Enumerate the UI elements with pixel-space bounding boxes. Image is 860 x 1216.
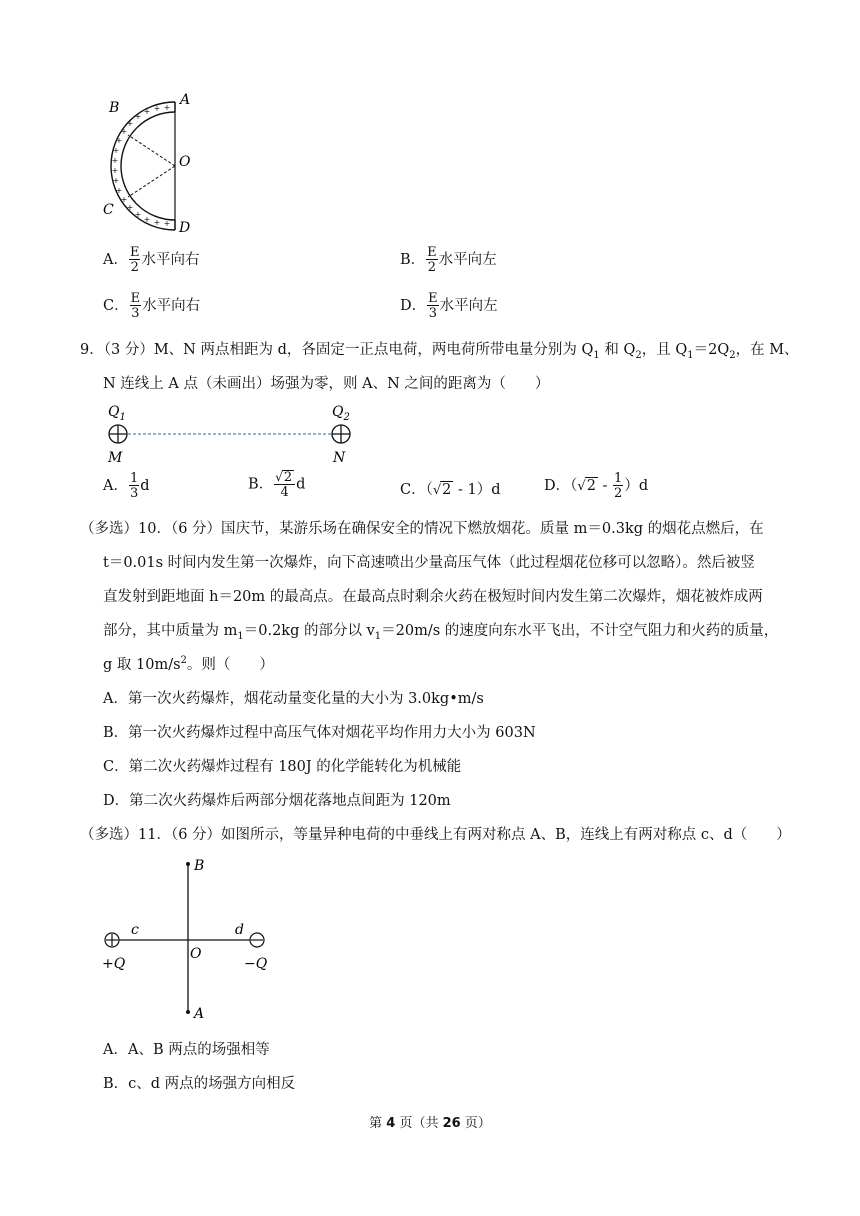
label-c: c [131,922,139,938]
fraction: $\frac{√2}{4}$ [274,470,295,499]
option-text: - 1）d [453,482,501,498]
svg-text:+: + [112,176,120,185]
svg-text:+: + [153,104,161,113]
svg-text:+: + [120,127,128,136]
q9-charges-figure [100,398,370,468]
label-A: A [180,92,191,108]
page-footer [0,1112,860,1131]
option-text: 水平向左 [438,252,497,268]
svg-text:+: + [143,107,151,116]
label-B: B [109,100,120,116]
q8-option-b[interactable] [400,246,497,274]
svg-text:+: + [126,203,134,212]
numerator: E [129,245,140,260]
page-number: 4 [386,1116,396,1131]
svg-text:+: + [163,103,171,112]
label-q1: Q [108,404,120,420]
denominator: 3 [428,306,438,321]
question-score: （3 分） [103,342,154,358]
q10-stem-line1 [80,517,764,538]
q9-stem-line1: 9．（3 分）M、N 两点相距为 d，各固定一正点电荷，两电荷所带电量分别为 $Q_1$ 和 $Q_2$，且 $Q_1=2Q_2$，在 M、 [80,342,799,361]
stem-text: 如图所示，等量异种电荷的中垂线上有两对称点 A、B，连线上有两对称点 c、d（ ） [221,827,791,843]
label-B: B [194,858,205,874]
q11-stem [80,823,791,844]
label-A: A [194,1006,205,1022]
svg-text:Q2: $Q_2$ [332,404,350,423]
q11-dipole-figure [98,852,278,1027]
stem-text: 部分，其中质量为 m [103,623,238,639]
denominator: 2 [614,486,623,501]
radicand: 2 [586,478,596,494]
denominator: 4 [274,484,295,499]
footer-text: 页（共 [395,1116,443,1131]
svg-text:+: + [112,146,120,155]
svg-text:+: + [111,156,119,165]
denominator: 2 [427,260,437,275]
numerator: 1 [614,471,623,486]
stem-text: M、N 两点相距为 d，各固定一正点电荷，两电荷所带电量分别为 Q [153,342,594,358]
q8-option-d[interactable] [400,292,498,320]
option-text: d [296,476,306,493]
label-O: O [179,154,191,170]
footer-text: 页） [460,1116,491,1131]
q8-semicircle-figure [95,88,205,236]
denominator: 2 [130,260,139,275]
q9-option-d[interactable]: D．（√2 - $\frac{1}{2}$ ）d [544,471,649,501]
q9-option-b[interactable] [248,470,305,499]
option-text: - [597,478,613,494]
fraction [129,472,139,500]
svg-text:+: + [134,210,142,219]
stem-text: 国庆节，某游乐场在确保安全的情况下燃放烟花。质量 m＝0.3kg 的烟花点燃后，在 [221,521,764,537]
fraction [426,246,438,274]
stem-text: ，在 M、 [735,342,799,358]
option-text: d [140,478,150,494]
numerator: E [427,245,437,260]
q10-stem-line4: 部分，其中质量为 $m_1=0.2kg$ 的部分以 $v_1=20m/s$ 的速度向东水平飞出，不计空气阻力和火药的质量， [103,623,779,642]
svg-text:+: + [120,195,128,204]
question-prefix: （多选）11．（6 分） [80,827,222,843]
question-prefix: （多选）10．（6 分） [80,521,222,537]
q9-stem-line2: N 连线上 A 点（未画出）场强为零，则 A、N 之间的距离为（ ） [103,376,550,392]
q10-stem-line3: 直发射到距地面 h＝20m 的最高点。在最高点时剩余火药在极短时间内发生第二次爆炸，烟花被炸成两 [103,589,763,605]
numerator: 1 [129,471,139,486]
option-letter: C． [103,298,129,314]
stem-text: ＝20m/s 的速度向东水平飞出，不计空气阻力和火药的质量， [381,623,779,639]
stem-text: ，且 Q [641,342,688,358]
option-text: 水平向右 [142,298,201,314]
label-minus-q: −Q [244,956,268,972]
svg-text:+: + [111,166,119,175]
q10-stem-line5: g 取 $10m/s^2$。则（ ） [103,655,274,673]
option-letter: D． [400,298,427,314]
stem-text: g 取 10m/s [103,657,181,673]
stem-text: 和 Q [599,342,636,358]
option-text: 水平向右 [141,252,200,268]
q9-option-c[interactable]: C．（√2 - 1）d [400,482,501,498]
option-text: 水平向左 [439,298,498,314]
q9-option-a[interactable] [103,472,150,500]
fraction [130,292,142,320]
label-D: D [179,220,191,236]
stem-text: ＝2Q [693,342,730,358]
numerator: E [130,291,141,306]
label-plus-q: +Q [102,956,126,972]
denominator: 3 [129,486,139,501]
label-M: M [108,450,123,466]
label-O: O [190,946,202,962]
svg-text:+: + [163,219,171,228]
q11-option-b[interactable]: B．c、d 两点的场强方向相反 [103,1076,296,1092]
question-number: 9． [80,342,104,358]
q10-option-a[interactable]: A．第一次火药爆炸，烟花动量变化量的大小为 3.0kg•m/s [103,691,484,707]
svg-text:+: + [143,215,151,224]
q10-stem-line2: t＝0.01s 时间内发生第一次爆炸，向下高速喷出少量高压气体（此过程烟花位移可以忽略）。然后被竖 [103,555,755,571]
svg-text:+: + [134,112,142,121]
label-N: N [333,450,346,466]
radicand: 2 [283,470,293,485]
option-letter: A． [103,478,128,494]
q8-option-c[interactable] [103,292,200,320]
q8-option-a[interactable] [103,246,199,274]
option-letter: A． [103,252,128,268]
svg-text:+: + [153,218,161,227]
svg-text:+: + [115,136,123,145]
fraction [129,246,141,274]
svg-text:+: + [126,119,134,128]
option-text: ）d [624,478,649,494]
option-letter: C．（ [400,482,433,498]
stem-text: 。则（ ） [186,657,274,673]
stem-text: ＝0.2kg 的部分以 v [243,623,375,639]
svg-text:+: + [115,186,123,195]
option-letter: B． [400,252,426,268]
radicand: 2 [442,482,452,498]
q10-option-b[interactable]: B．第一次火药爆炸过程中高压气体对烟花平均作用力大小为 603N [103,725,536,741]
total-pages: 26 [442,1116,461,1131]
q11-option-a[interactable]: A．A、B 两点的场强相等 [103,1042,270,1058]
q10-option-c[interactable]: C．第二次火药爆炸过程有 180J 的化学能转化为机械能 [103,759,462,775]
fraction [427,292,439,320]
svg-text:Q1: $Q_1$ [108,404,126,423]
label-C: C [103,202,114,218]
label-q2: Q [332,404,344,420]
q10-option-d[interactable]: D．第二次火药爆炸后两部分烟花落地点间距为 120m [103,793,451,809]
fraction [613,472,623,500]
denominator: 3 [131,306,140,321]
option-letter: B． [248,476,274,493]
footer-text: 第 [369,1116,387,1131]
label-d: d [235,922,244,938]
option-letter: D．（ [544,478,578,494]
numerator: E [428,291,438,306]
